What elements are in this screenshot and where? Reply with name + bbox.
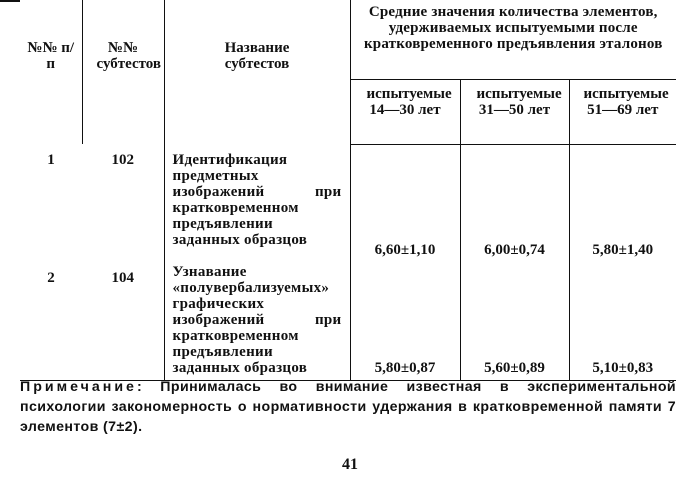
value-age-31-50: 6,00±0,74 — [460, 144, 569, 262]
subtest-name: Узнавание «полувербализуемых» графических изображений при кратковременном предъявлении заданных образцов — [164, 262, 350, 381]
value-age-31-50: 5,60±0,89 — [460, 262, 569, 381]
header-mean-values: Средние значения количества элементов, удерживаемых испытуемыми после кратковременного предъявления эталонов — [350, 0, 676, 79]
row-number: 1 — [47, 152, 55, 168]
header-subtest-name: Название субтестов — [164, 0, 350, 144]
note-text: Принималась во внимание известная в экспериментальной психологии закономерность о нормативности удержания в кратковременной памяти 7 элементов (7±2). — [20, 379, 677, 435]
header-row-number: №№ п/п — [27, 40, 75, 72]
row-number: 2 — [20, 262, 82, 381]
note-label: Примечание — [20, 379, 137, 395]
value-age-14-30: 5,80±0,87 — [350, 262, 460, 381]
value-age-14-30: 6,60±1,10 — [350, 144, 460, 262]
subtest-name: Идентификация предметных изображений при кратковременном предъявлении заданных образцов — [164, 144, 350, 262]
results-table — [20, 0, 676, 381]
subtest-number: 102 — [111, 152, 134, 168]
page-number: 41 — [342, 456, 358, 473]
subtest-number: 104 — [82, 262, 164, 381]
value-age-51-69: 5,10±0,83 — [569, 262, 676, 381]
table-row — [20, 144, 676, 262]
header-age-31-50: испытуемые 31—50 лет — [460, 79, 569, 144]
header-subtest-number: №№ субтестов — [82, 0, 164, 144]
header-age-14-30: испытуемые 14—30 лет — [350, 79, 460, 144]
header-age-51-69: испытуемые 51—69 лет — [569, 79, 676, 144]
table-row — [20, 262, 676, 381]
top-rule-mark — [0, 0, 20, 2]
table-note: Примечание: Принималась во внимание известная в экспериментальной психологии закономерность о нормативности удержания в кратковременной памяти 7 элементов (7±2). — [20, 379, 677, 435]
value-age-51-69: 5,80±1,40 — [569, 144, 676, 262]
